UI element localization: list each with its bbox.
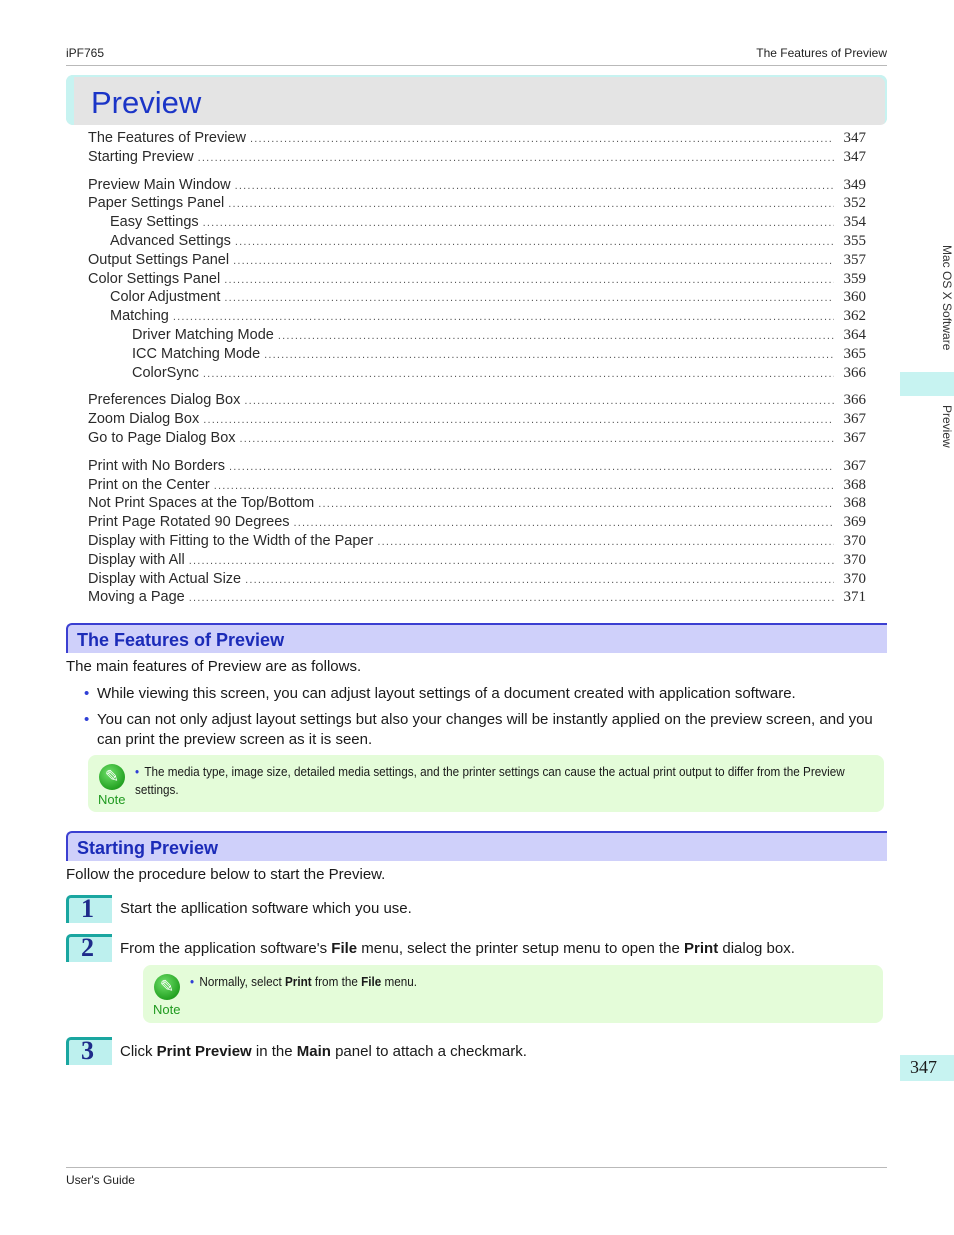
- toc-entry-page: 352: [843, 195, 866, 212]
- bullet-icon: •: [84, 711, 90, 728]
- section-heading-features: [66, 623, 887, 653]
- toc-entry-page: 354: [843, 214, 866, 231]
- toc-entry-page: 347: [843, 130, 866, 146]
- bullet-text: You can not only adjust layout settings but also your changes will be instantly applied on the preview screen, and you can print the preview screen as it is seen.: [97, 711, 873, 748]
- toc-entry-label: Driver Matching Mode: [132, 326, 274, 343]
- toc-entry-label: Matching: [110, 308, 169, 325]
- bullet-icon: •: [135, 764, 140, 779]
- toc-entry[interactable]: [88, 411, 866, 430]
- toc-entry-label: Zoom Dialog Box: [88, 411, 200, 428]
- toc-entry-page: 371: [843, 589, 866, 606]
- section-title: Starting Preview: [77, 838, 219, 858]
- toc-entry[interactable]: [88, 149, 866, 168]
- toc-entry-label: Preview Main Window: [88, 176, 231, 193]
- toc-entry[interactable]: [88, 252, 866, 271]
- toc-entry-label: Color Settings Panel: [88, 270, 221, 287]
- toc-entry-page: 369: [843, 514, 866, 531]
- toc-entry-label: Print with No Borders: [88, 457, 225, 474]
- step-text-3: Click Print Preview in the Main panel to attach a checkmark.: [120, 1043, 527, 1060]
- toc-leader-dots: [203, 368, 834, 380]
- toc-entry-label: Print on the Center: [88, 476, 210, 493]
- note-box: [143, 965, 883, 1023]
- toc-entry-page: 367: [843, 457, 866, 474]
- starting-intro: Follow the procedure below to start the Preview.: [66, 866, 386, 883]
- toc-entry-page: 364: [843, 326, 866, 343]
- toc-entry-page: 370: [843, 570, 866, 587]
- toc-entry-label: ICC Matching Mode: [132, 345, 261, 362]
- toc-entry-page: 370: [843, 532, 866, 549]
- step-text-2: From the application software's File menu, select the printer setup menu to open the Print dialog box.: [120, 940, 795, 957]
- header-section: The Features of Preview: [756, 46, 887, 60]
- toc-leader-dots: [189, 592, 834, 604]
- toc-entry[interactable]: [88, 571, 866, 590]
- footer-divider: [66, 1167, 887, 1168]
- toc-entry[interactable]: [88, 130, 866, 149]
- step-text-1: Start the apllication software which you use.: [120, 900, 412, 917]
- toc-entry[interactable]: [88, 214, 866, 233]
- pencil-check-icon: ✎: [99, 764, 125, 790]
- toc-leader-dots: [229, 461, 834, 473]
- toc-entry-label: Paper Settings Panel: [88, 195, 225, 212]
- toc-entry[interactable]: [88, 514, 866, 533]
- features-intro: The main features of Preview are as follows.: [66, 658, 362, 675]
- toc-leader-dots: [250, 133, 834, 145]
- toc-entry-label: Moving a Page: [88, 589, 185, 606]
- list-item: [84, 710, 884, 750]
- side-tab-chapter[interactable]: Mac OS X Software: [940, 245, 954, 351]
- toc-entry[interactable]: [88, 477, 866, 496]
- toc-entry-page: 368: [843, 495, 866, 512]
- list-item: [84, 684, 884, 704]
- step-badge-3: 3: [66, 1037, 112, 1065]
- toc-leader-dots: [235, 180, 834, 192]
- section-heading-starting: [66, 831, 887, 861]
- toc-leader-dots: [245, 574, 834, 586]
- toc-leader-dots: [264, 349, 834, 361]
- toc-entry-label: Advanced Settings: [110, 232, 231, 249]
- toc-entry[interactable]: [88, 308, 866, 327]
- toc-entry-label: Starting Preview: [88, 148, 194, 165]
- toc-entry-label: Color Adjustment: [110, 289, 221, 306]
- toc-leader-dots: [278, 330, 834, 342]
- toc-entry-label: Not Print Spaces at the Top/Bottom: [88, 495, 315, 512]
- step-badge-1: 1: [66, 895, 112, 923]
- toc-entry-label: The Features of Preview: [88, 130, 246, 146]
- header-model: iPF765: [66, 46, 105, 60]
- toc-entry-label: Output Settings Panel: [88, 251, 230, 268]
- toc-leader-dots: [189, 555, 834, 567]
- toc-entry[interactable]: [88, 589, 866, 608]
- header-divider: [66, 65, 887, 66]
- toc-leader-dots: [294, 517, 834, 529]
- toc-entry[interactable]: [88, 177, 866, 196]
- toc-entry[interactable]: [88, 365, 866, 384]
- toc-leader-dots: [198, 152, 834, 164]
- toc-entry-label: Display with Actual Size: [88, 570, 242, 587]
- toc-leader-dots: [240, 433, 834, 445]
- toc-leader-dots: [173, 311, 834, 323]
- footer-guide: User's Guide: [66, 1173, 135, 1187]
- toc-entry-page: 367: [843, 411, 866, 428]
- toc-entry-page: 349: [843, 176, 866, 193]
- toc-entry-page: 362: [843, 308, 866, 325]
- toc-entry[interactable]: [88, 195, 866, 214]
- toc-entry[interactable]: [88, 552, 866, 571]
- page-title: Preview: [91, 85, 202, 120]
- toc-entry[interactable]: [88, 430, 866, 449]
- toc-entry-label: Display with All: [88, 551, 185, 568]
- table-of-contents: [88, 130, 866, 608]
- toc-entry-label: Go to Page Dialog Box: [88, 429, 236, 446]
- note-label: Note: [153, 1002, 181, 1017]
- toc-entry-label: Preferences Dialog Box: [88, 392, 241, 409]
- toc-leader-dots: [228, 198, 834, 210]
- toc-entry-label: Easy Settings: [110, 214, 199, 231]
- bullet-icon: •: [190, 974, 195, 989]
- note-box: [88, 755, 884, 812]
- toc-entry-page: 366: [843, 364, 866, 381]
- toc-entry-page: 359: [843, 270, 866, 287]
- step-badge-2: 2: [66, 934, 112, 962]
- toc-entry-page: 347: [843, 148, 866, 165]
- toc-entry[interactable]: [88, 327, 866, 346]
- toc-leader-dots: [318, 498, 834, 510]
- page-number: 347: [910, 1057, 937, 1077]
- toc-entry-label: Print Page Rotated 90 Degrees: [88, 514, 290, 531]
- toc-leader-dots: [377, 536, 834, 548]
- toc-entry-page: 367: [843, 429, 866, 446]
- toc-entry[interactable]: [88, 495, 866, 514]
- toc-leader-dots: [214, 480, 834, 492]
- bullet-text: While viewing this screen, you can adjust layout settings of a document created with application software.: [97, 685, 796, 702]
- toc-entry-page: 355: [843, 232, 866, 249]
- toc-entry[interactable]: [88, 233, 866, 252]
- toc-entry[interactable]: [88, 392, 866, 411]
- toc-leader-dots: [235, 236, 834, 248]
- toc-entry[interactable]: [88, 346, 866, 365]
- note-label: Note: [98, 792, 126, 807]
- toc-entry-page: 366: [843, 392, 866, 409]
- toc-leader-dots: [224, 292, 834, 304]
- page-number-box: [900, 1055, 954, 1081]
- toc-entry-label: Display with Fitting to the Width of the Paper: [88, 532, 374, 549]
- toc-entry[interactable]: [88, 289, 866, 308]
- toc-leader-dots: [244, 395, 834, 407]
- note-text: • Normally, select Print from the File menu.: [190, 974, 418, 989]
- side-tab-section[interactable]: Preview: [940, 405, 954, 448]
- toc-entry-page: 357: [843, 251, 866, 268]
- section-title: The Features of Preview: [77, 630, 285, 650]
- toc-leader-dots: [203, 217, 834, 229]
- toc-leader-dots: [203, 414, 834, 426]
- bullet-icon: •: [84, 685, 90, 702]
- toc-entry[interactable]: [88, 271, 866, 290]
- note-text: • The media type, image size, detailed media settings, and the printer settings can cause the actual print output to differ from the Preview settings.: [135, 764, 845, 797]
- title-band: [66, 75, 887, 125]
- toc-entry-label: ColorSync: [132, 364, 199, 381]
- toc-leader-dots: [224, 274, 834, 286]
- side-tab-active-marker: [900, 372, 954, 396]
- pencil-check-icon: ✎: [154, 974, 180, 1000]
- toc-entry[interactable]: [88, 458, 866, 477]
- toc-entry[interactable]: [88, 533, 866, 552]
- toc-entry-page: 370: [843, 551, 866, 568]
- toc-leader-dots: [233, 255, 834, 267]
- toc-entry-page: 368: [843, 476, 866, 493]
- toc-entry-page: 365: [843, 345, 866, 362]
- toc-entry-page: 360: [843, 289, 866, 306]
